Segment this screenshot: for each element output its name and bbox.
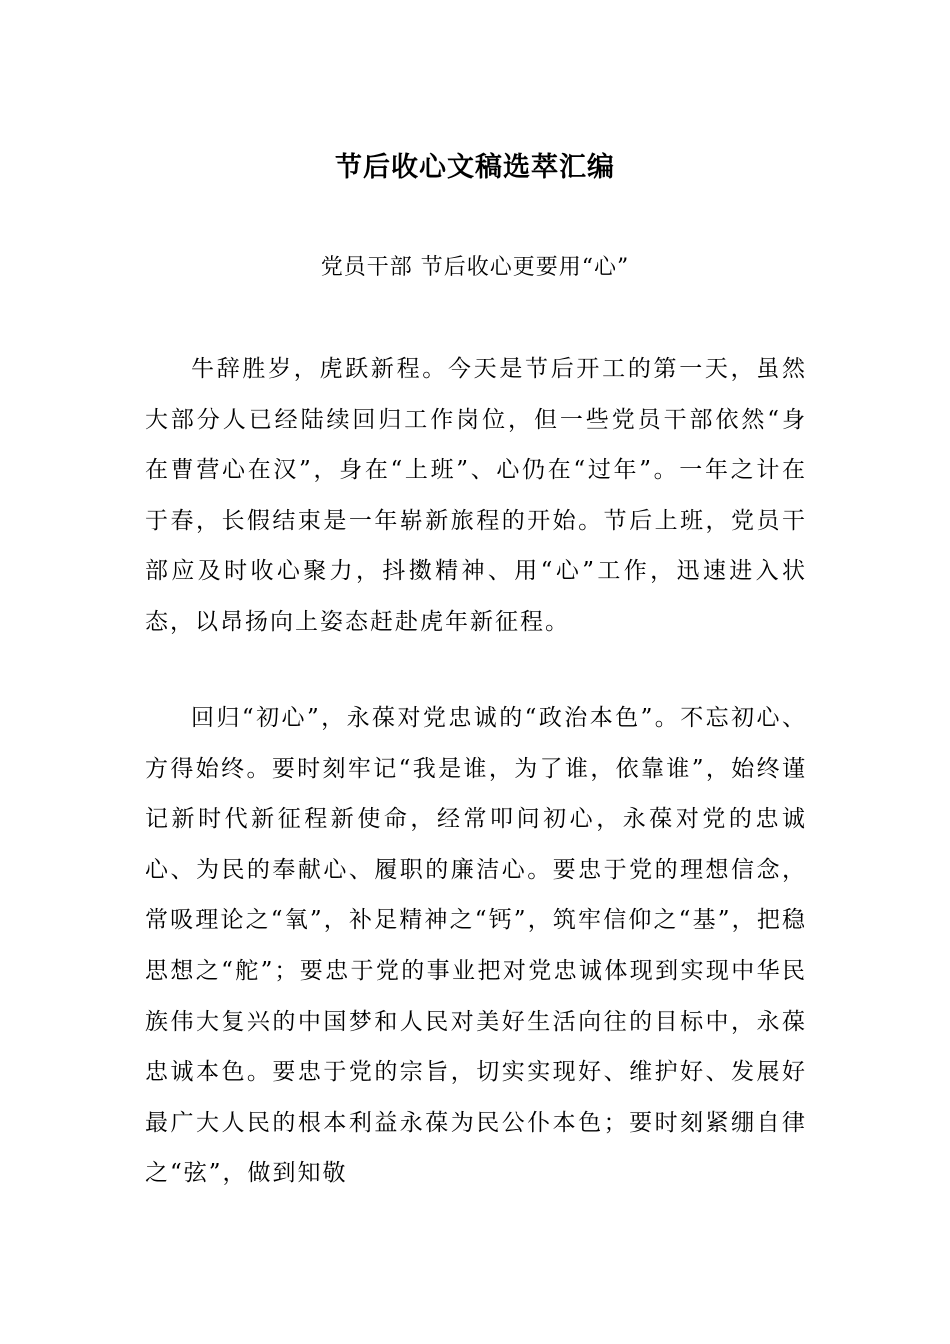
document-title: 节后收心文稿选萃汇编 [335, 152, 615, 183]
article-subtitle: 党员干部 节后收心更要用“心” [320, 255, 630, 280]
body-paragraph-2: 回归“初心”，永葆对党忠诚的“政治本色”。不忘初心、方得始终。要时刻牢记“我是谁，为了谁，依靠谁”，始终谨记新时代新征程新使命，经常叩问初心，永葆对党的忠诚心、为民的奉献心、履职的廉洁心。要忠于党的理想信念，常吸理论之“氧”，补足精神之“钙”，筑牢信仰之“基”，把稳思想之“舵”；要忠于党的事业把对党忠诚体现到实现中华民族伟大复兴的中国梦和人民对美好生活向往的目标中，永葆忠诚本色。要忠于党的宗旨，切实实现好、维护好、发展好最广大人民的根本利益永葆为民公仆本色；要时刻紧绷自律之“弦”，做到知敬 [145, 705, 807, 1187]
body-paragraph-1: 牛辞胜岁，虎跃新程。今天是节后开工的第一天，虽然大部分人已经陆续回归工作岗位，但一些党员干部依然“身在曹营心在汉”，身在“上班”、心仍在“过年”。一年之计在于春，长假结束是一年崭新旅程的开始。节后上班，党员干部应及时收心聚力，抖擞精神、用“心”工作，迅速进入状态，以昂扬向上姿态赶赴虎年新征程。 [145, 356, 807, 635]
